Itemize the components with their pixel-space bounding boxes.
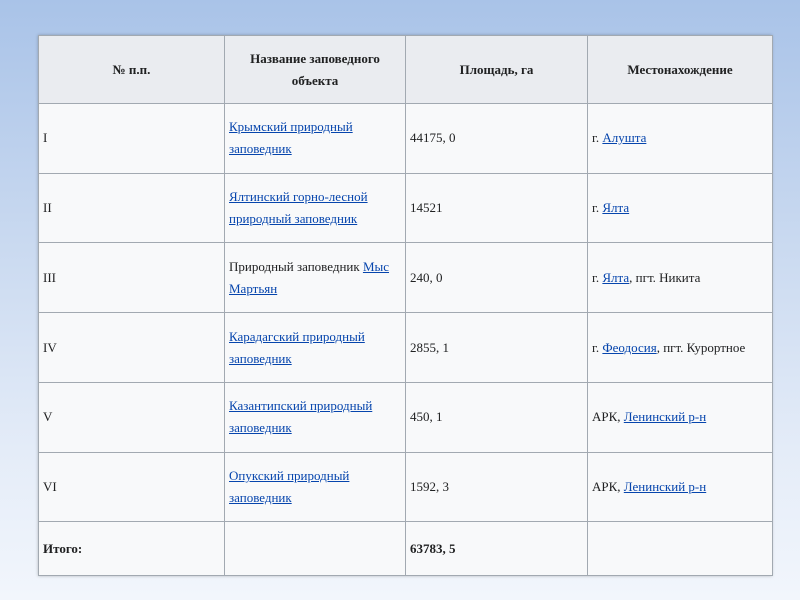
row-number-cell: II: [39, 173, 225, 243]
table-header-row: [39, 36, 773, 104]
column-header-area: Площадь, га: [406, 36, 588, 104]
location-link[interactable]: Алушта: [602, 130, 647, 146]
column-header-location: Местонахождение: [588, 36, 773, 104]
row-number-cell: I: [39, 104, 225, 174]
location-cell: [588, 452, 773, 522]
table-row: [39, 313, 773, 383]
location-cell: [588, 382, 773, 452]
location-prefix: г.: [592, 339, 603, 355]
total-area: 63783, 5: [406, 522, 588, 576]
table-row: [39, 173, 773, 243]
location-prefix: АРК,: [592, 479, 624, 495]
location-suffix: , пгт. Никита: [629, 269, 701, 285]
reserve-name-link[interactable]: Мыс Мартьян: [229, 258, 390, 296]
location-link[interactable]: Ленинский р-н: [623, 409, 707, 425]
reserve-name-cell: [225, 313, 406, 383]
area-cell: 14521: [406, 173, 588, 243]
reserve-name-cell: [225, 382, 406, 452]
area-cell: 450, 1: [406, 382, 588, 452]
table-row: [39, 452, 773, 522]
location-prefix: АРК,: [592, 409, 624, 425]
location-cell: [588, 313, 773, 383]
total-name-cell: [225, 522, 406, 576]
reserve-name-link[interactable]: Опукский природный заповедник: [229, 468, 350, 506]
area-cell: 240, 0: [406, 243, 588, 313]
table-row: [39, 382, 773, 452]
area-cell: 2855, 1: [406, 313, 588, 383]
reserve-name-link[interactable]: Крымский природный заповедник: [229, 119, 353, 157]
reserve-name-cell: [225, 243, 406, 313]
location-cell: [588, 104, 773, 174]
reserve-name-link[interactable]: Карадагский природный заповедник: [229, 328, 365, 366]
area-cell: 1592, 3: [406, 452, 588, 522]
location-link[interactable]: Ленинский р-н: [623, 479, 707, 495]
location-prefix: г.: [592, 130, 603, 146]
reserve-name-cell: [225, 173, 406, 243]
reserves-table: [38, 35, 773, 576]
row-number-cell: IV: [39, 313, 225, 383]
column-header-number: № п.п.: [39, 36, 225, 104]
location-prefix: г.: [592, 269, 603, 285]
total-location-cell: [588, 522, 773, 576]
reserve-name-link[interactable]: Ялтинский горно-лесной природный заповедник: [229, 189, 368, 227]
total-label: Итого:: [39, 522, 225, 576]
row-number-cell: VI: [39, 452, 225, 522]
location-cell: [588, 173, 773, 243]
location-link[interactable]: Ялта: [602, 200, 630, 216]
column-header-name: Название заповедного объекта: [225, 36, 406, 104]
location-link[interactable]: Феодосия: [602, 339, 657, 355]
row-number-cell: V: [39, 382, 225, 452]
total-row: [39, 522, 773, 576]
area-cell: 44175, 0: [406, 104, 588, 174]
location-prefix: г.: [592, 200, 603, 216]
location-cell: [588, 243, 773, 313]
location-suffix: , пгт. Курортное: [656, 339, 746, 355]
reserve-name-text: Природный заповедник: [229, 258, 363, 274]
table-row: [39, 243, 773, 313]
location-link[interactable]: Ялта: [602, 269, 630, 285]
reserve-name-cell: [225, 104, 406, 174]
table-row: [39, 104, 773, 174]
reserve-name-cell: [225, 452, 406, 522]
reserves-table-container: [38, 35, 772, 576]
reserve-name-link[interactable]: Казантипский природный заповедник: [229, 398, 373, 436]
row-number-cell: III: [39, 243, 225, 313]
